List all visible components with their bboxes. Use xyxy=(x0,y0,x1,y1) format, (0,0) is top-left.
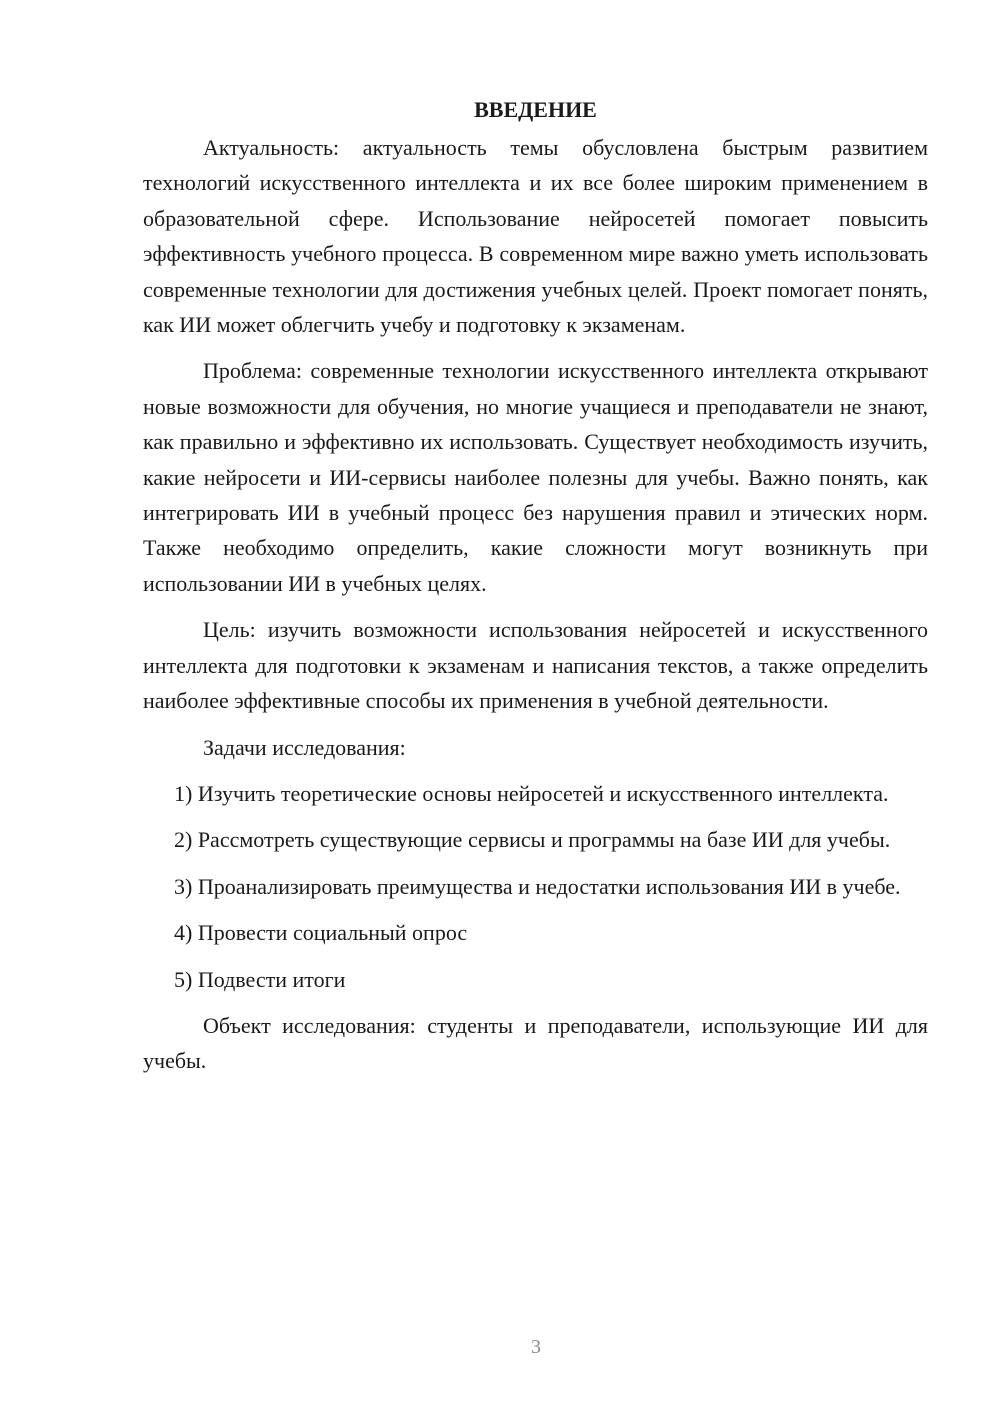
list-item-task-2: 2) Рассмотреть существующие сервисы и программы на базе ИИ для учебы. xyxy=(174,827,891,853)
paragraph-relevance: Актуальность: актуальность темы обусловлена быстрым развитием технологий искусственного интеллекта и их все более широким применением в образовательной сфере. Использование нейросетей помогает повысить эффективность учебного процесса. В современном мире важно уметь использовать современные технологии для достижения учебных целей. Проект помогает понять, как ИИ может облегчить учебу и подготовку к экзаменам. xyxy=(143,135,928,338)
list-item-task-3: 3) Проанализировать преимущества и недостатки использования ИИ в учебе. xyxy=(174,873,901,899)
list-item-task-4: 4) Провести социальный опрос xyxy=(174,920,468,946)
paragraph-research-object: Объект исследования: студенты и преподаватели, использующие ИИ для учебы. xyxy=(143,1012,928,1074)
list-item-task-1: 1) Изучить теоретические основы нейросетей и искусственного интеллекта. xyxy=(174,780,889,806)
section-title: ВВЕДЕНИЕ xyxy=(474,97,597,122)
page-number: 3 xyxy=(531,1336,541,1358)
paragraph-problem: Проблема: современные технологии искусственного интеллекта открывают новые возможности для обучения, но многие учащиеся и преподаватели не знают, как правильно и эффективно их использовать. Существует необходимость изучить, какие нейросети и ИИ-сервисы наиболее полезны для учебы. Важно понять, как интегрировать ИИ в учебный процесс без нарушения правил и этических норм. Также необходимо определить, какие сложности могут возникнуть при использовании ИИ в учебных целях. xyxy=(143,358,928,596)
paragraph-tasks-heading: Задачи исследования: xyxy=(203,734,406,760)
paragraph-goal: Цель: изучить возможности использования нейросетей и искусственного интеллекта для подготовки к экзаменам и написания текстов, а также определить наиболее эффективные способы их применения в учебной деятельности. xyxy=(143,617,928,714)
list-item-task-5: 5) Подвести итоги xyxy=(174,966,346,992)
page-body xyxy=(143,92,928,1079)
